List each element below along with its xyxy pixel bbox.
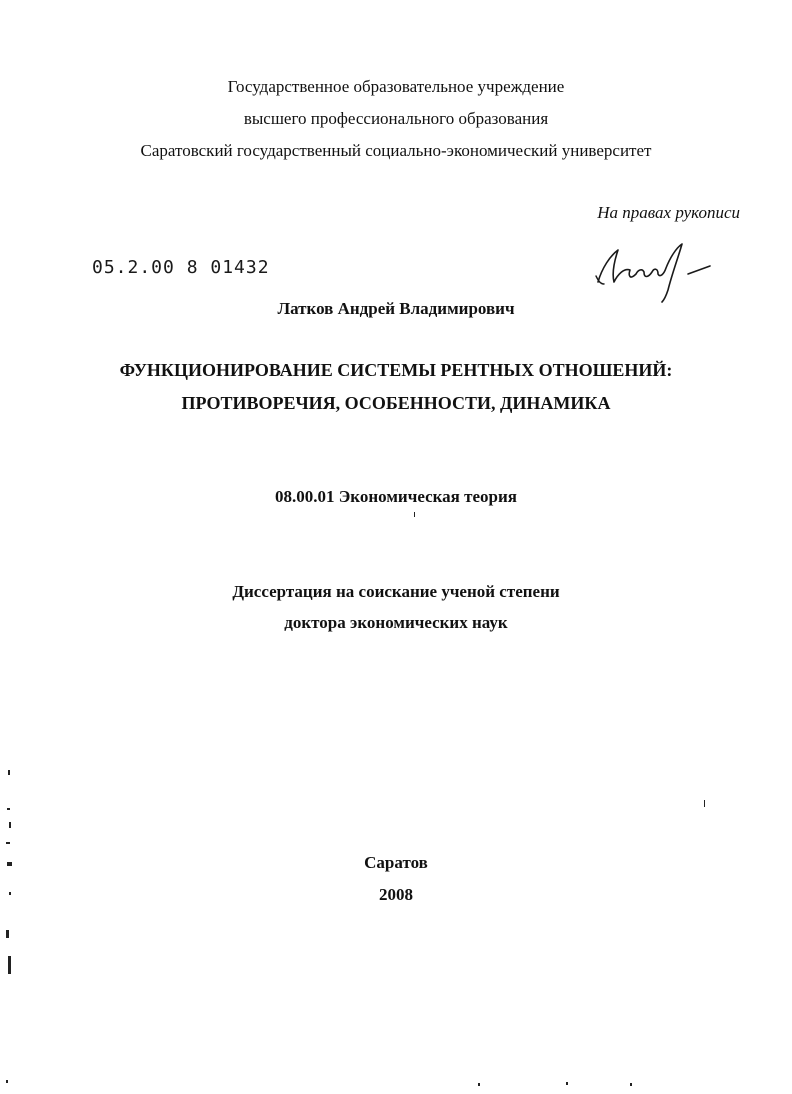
title-line-2: ПРОТИВОРЕЧИЯ, ОСОБЕННОСТИ, ДИНАМИКА	[181, 393, 611, 413]
scan-speck	[8, 770, 10, 775]
scan-speck	[6, 1080, 8, 1083]
scan-speck	[414, 512, 415, 517]
scan-speck	[6, 842, 10, 844]
scan-speck	[8, 956, 11, 974]
scan-speck	[9, 822, 11, 828]
institution-line-1: Государственное образовательное учреждение	[227, 77, 565, 96]
registration-number-stamp: 05.2.00 8 01432	[92, 257, 270, 278]
author-name: Латков Андрей Владимирович	[277, 299, 515, 318]
scan-speck	[630, 1083, 632, 1086]
year: 2008	[379, 885, 413, 904]
institution-line-3: Саратовский государственный социально-экономический университет	[140, 141, 652, 160]
scan-speck	[566, 1082, 568, 1085]
scan-speck	[478, 1083, 480, 1086]
title-line-1: ФУНКЦИОНИРОВАНИЕ СИСТЕМЫ РЕНТНЫХ ОТНОШЕНИЙ:	[119, 360, 673, 380]
scan-speck	[9, 892, 11, 895]
degree-line-1: Диссертация на соискание ученой степени	[232, 582, 560, 601]
institution-line-2: высшего профессионального образования	[243, 109, 549, 128]
scan-speck	[6, 930, 9, 938]
author-signature	[592, 238, 722, 308]
manuscript-rights-note: На правах рукописи	[597, 203, 740, 222]
specialty-code: 08.00.01 Экономическая теория	[275, 487, 517, 506]
degree-line-2: доктора экономических наук	[284, 613, 508, 632]
scan-speck	[7, 808, 10, 810]
city: Саратов	[364, 853, 428, 872]
scan-speck	[704, 800, 705, 807]
scan-speck	[7, 862, 12, 866]
